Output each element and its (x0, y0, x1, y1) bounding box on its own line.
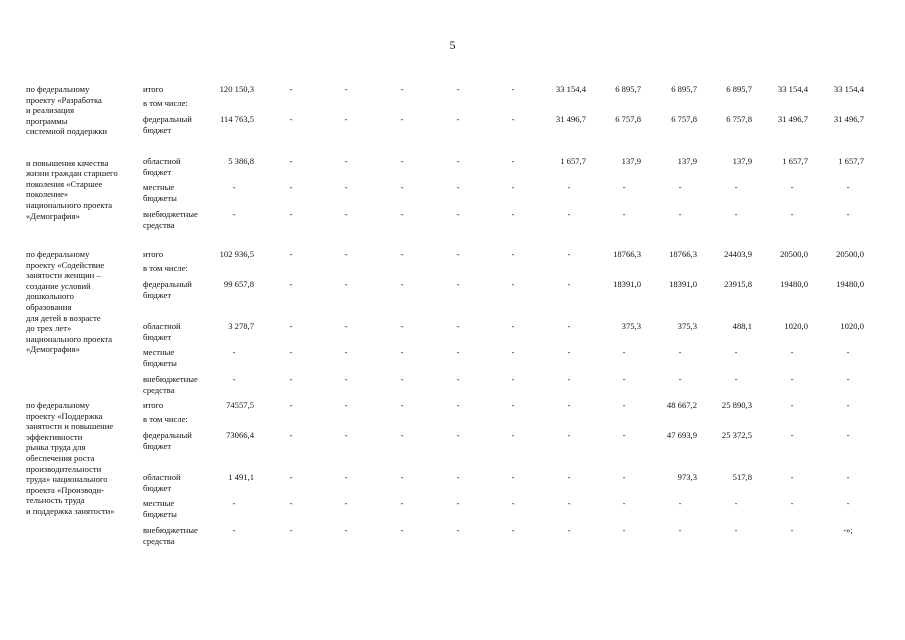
project-description-line: «Демография» (26, 210, 80, 221)
value-cell: -»; (843, 525, 853, 535)
project-description-line: по федеральному (26, 249, 90, 259)
value-cell: - (511, 209, 515, 219)
value-cell: - (289, 209, 293, 219)
value-cell: 99 657,8 (223, 279, 254, 289)
value-cell: - (567, 472, 571, 482)
funding-source-label: федеральный (143, 114, 192, 124)
value-cell: - (511, 249, 515, 259)
value-cell: 137,9 (621, 156, 641, 166)
value-cell: - (511, 182, 515, 192)
project-description-line: проекту «Разработка (26, 94, 102, 105)
value-cell: 488,1 (732, 321, 752, 331)
page-number: 5 (449, 38, 456, 52)
value-cell: 3 278,7 (228, 321, 254, 331)
value-cell: - (790, 374, 794, 384)
value-cell: 517,8 (732, 472, 752, 482)
project-description-line: занятости женщин – (26, 270, 101, 281)
value-cell: - (846, 209, 850, 219)
value-cell: - (622, 182, 626, 192)
value-cell: - (734, 525, 738, 535)
value-cell: - (567, 525, 571, 535)
value-cell: - (846, 374, 850, 384)
value-cell: 1 491,1 (228, 472, 254, 482)
value-cell: - (400, 114, 404, 124)
value-cell: - (511, 472, 515, 482)
project-description-line: по федеральному (26, 84, 90, 94)
value-cell: 114 763,5 (219, 114, 254, 124)
project-description-line: поколения «Старшее (26, 178, 103, 189)
value-cell: - (567, 430, 571, 440)
value-cell: - (678, 498, 682, 508)
value-cell: - (289, 498, 293, 508)
value-cell: - (678, 374, 682, 384)
project-description-line: проекта «Производи- (26, 484, 104, 495)
project-description-line: национального проекта (26, 333, 113, 344)
value-cell: 18391,0 (669, 279, 697, 289)
value-cell: - (289, 400, 293, 410)
value-cell: 73066,4 (226, 430, 254, 440)
value-cell: - (232, 374, 236, 384)
value-cell: - (734, 182, 738, 192)
value-cell: 137,9 (732, 156, 752, 166)
value-cell: - (790, 347, 794, 357)
value-cell: - (567, 249, 571, 259)
value-cell: 120 150,3 (219, 84, 254, 94)
value-cell: - (622, 472, 626, 482)
value-cell: 24403,9 (724, 249, 752, 259)
value-cell: - (790, 182, 794, 192)
project-description-line: по федеральному (26, 400, 90, 410)
value-cell: - (456, 525, 460, 535)
project-description-line: и реализация (26, 105, 75, 116)
value-cell: 6 757,8 (615, 114, 641, 124)
funding-source-label: внебюджетные (143, 374, 198, 384)
project-description-line: национального проекта (26, 200, 113, 210)
value-cell: - (232, 182, 236, 192)
value-cell: 973,3 (677, 472, 697, 482)
value-cell: - (400, 209, 404, 219)
value-cell: - (232, 498, 236, 508)
value-cell: - (289, 156, 293, 166)
value-cell: - (622, 209, 626, 219)
value-cell: - (344, 84, 348, 94)
value-cell: 375,3 (621, 321, 641, 331)
value-cell: - (790, 430, 794, 440)
value-cell: 25 890,3 (721, 400, 752, 410)
value-cell: - (567, 209, 571, 219)
value-cell: - (567, 321, 571, 331)
value-cell: 33 154,4 (833, 84, 864, 94)
funding-source-label: бюджет (143, 331, 172, 342)
project-description-line: и повышения качества (26, 157, 109, 168)
value-cell: - (456, 430, 460, 440)
funding-source-label: итого (143, 84, 164, 94)
value-cell: - (400, 84, 404, 94)
value-cell: - (511, 374, 515, 384)
value-cell: - (289, 525, 293, 535)
value-cell: - (567, 498, 571, 508)
value-cell: - (344, 156, 348, 166)
value-cell: - (289, 374, 293, 384)
value-cell: - (344, 498, 348, 508)
funding-source-label: федеральный (143, 430, 192, 440)
project-description-line: производительности (26, 463, 102, 474)
funding-source-label: областной (143, 156, 181, 166)
value-cell: - (344, 400, 348, 410)
value-cell: - (846, 472, 850, 482)
value-cell: - (790, 525, 794, 535)
value-cell: - (344, 182, 348, 192)
funding-source-label: в том числе: (143, 263, 188, 273)
value-cell: 1 657,7 (782, 156, 808, 166)
value-cell: - (678, 182, 682, 192)
value-cell: - (232, 525, 236, 535)
project-description-line: для детей в возрасте (26, 312, 101, 323)
value-cell: - (289, 114, 293, 124)
value-cell: - (511, 321, 515, 331)
value-cell: 1020,0 (784, 321, 808, 331)
funding-source-label: бюджет (143, 166, 172, 177)
value-cell: 375,3 (677, 321, 697, 331)
value-cell: - (567, 374, 571, 384)
value-cell: 1 657,7 (560, 156, 586, 166)
value-cell: - (289, 84, 293, 94)
project-description-line: до трех лет» (26, 323, 72, 334)
value-cell: - (622, 430, 626, 440)
value-cell: - (734, 498, 738, 508)
value-cell: - (511, 525, 515, 535)
project-description-line: образования (26, 302, 72, 312)
value-cell: - (511, 498, 515, 508)
value-cell: 48 667,2 (666, 400, 697, 410)
value-cell: - (456, 249, 460, 259)
value-cell: - (289, 182, 293, 192)
project-description-line: «Демография» (26, 344, 80, 355)
value-cell: 19480,0 (836, 279, 864, 289)
value-cell: - (456, 182, 460, 192)
value-cell: - (622, 525, 626, 535)
value-cell: 6 757,8 (671, 114, 697, 124)
funding-source-label: бюджет (143, 124, 172, 135)
value-cell: - (344, 249, 348, 259)
value-cell: - (289, 347, 293, 357)
value-cell: - (456, 347, 460, 357)
value-cell: - (344, 114, 348, 124)
value-cell: - (790, 209, 794, 219)
funding-source-label: бюджет (143, 289, 172, 300)
value-cell: 1 657,7 (838, 156, 864, 166)
value-cell: - (456, 209, 460, 219)
funding-source-label: областной (143, 321, 181, 331)
value-cell: 20500,0 (836, 249, 864, 259)
value-cell: - (289, 279, 293, 289)
value-cell: - (846, 498, 850, 508)
value-cell: - (344, 321, 348, 331)
value-cell: - (790, 472, 794, 482)
value-cell: - (289, 430, 293, 440)
project-description-line: создание условий (26, 280, 91, 291)
funding-source-label: местные (143, 347, 175, 357)
value-cell: - (400, 472, 404, 482)
value-cell: 33 154,4 (777, 84, 808, 94)
value-cell: - (344, 430, 348, 440)
value-cell: 31 496,7 (777, 114, 808, 124)
value-cell: 6 757,8 (726, 114, 752, 124)
funding-source-label: средства (143, 535, 175, 546)
project-description-line: рынка труда для (26, 442, 86, 453)
value-cell: - (344, 472, 348, 482)
value-cell: - (567, 347, 571, 357)
funding-source-label: бюджеты (143, 357, 177, 368)
value-cell: - (400, 525, 404, 535)
project-description-line: обеспечения роста (26, 453, 95, 463)
value-cell: - (678, 209, 682, 219)
project-description-line: дошкольного (26, 291, 74, 302)
value-cell: - (846, 430, 850, 440)
value-cell: - (400, 182, 404, 192)
value-cell: - (511, 347, 515, 357)
value-cell: - (344, 374, 348, 384)
funding-source-label: внебюджетные (143, 525, 198, 535)
funding-source-label: бюджет (143, 440, 172, 451)
value-cell: 31 496,7 (833, 114, 864, 124)
value-cell: - (400, 374, 404, 384)
value-cell: 18766,3 (613, 249, 641, 259)
value-cell: - (846, 182, 850, 192)
value-cell: 18391,0 (613, 279, 641, 289)
value-cell: - (790, 400, 794, 410)
value-cell: - (400, 400, 404, 410)
value-cell: 102 936,5 (219, 249, 254, 259)
value-cell: 5 386,8 (228, 156, 254, 166)
value-cell: - (400, 249, 404, 259)
value-cell: - (734, 374, 738, 384)
value-cell: 47 693,9 (666, 430, 697, 440)
value-cell: 6 895,7 (726, 84, 752, 94)
value-cell: - (344, 209, 348, 219)
value-cell: 31 496,7 (555, 114, 586, 124)
value-cell: - (567, 182, 571, 192)
project-description-line: жизни граждан старшего (26, 168, 118, 179)
funding-source-label: бюджеты (143, 192, 177, 203)
project-description-line: и поддержка занятости» (26, 506, 115, 516)
value-cell: - (511, 400, 515, 410)
value-cell: - (456, 279, 460, 289)
value-cell: - (456, 472, 460, 482)
value-cell: - (344, 347, 348, 357)
funding-source-label: бюджет (143, 482, 172, 493)
funding-source-label: бюджеты (143, 508, 177, 519)
value-cell: 6 895,7 (615, 84, 641, 94)
value-cell: - (678, 347, 682, 357)
value-cell: - (846, 347, 850, 357)
value-cell: 1020,0 (840, 321, 864, 331)
value-cell: - (511, 156, 515, 166)
value-cell: - (511, 430, 515, 440)
value-cell: - (456, 114, 460, 124)
value-cell: - (846, 400, 850, 410)
value-cell: - (511, 279, 515, 289)
funding-source-label: областной (143, 472, 181, 482)
value-cell: 137,9 (677, 156, 697, 166)
funding-source-label: местные (143, 498, 175, 508)
value-cell: - (400, 347, 404, 357)
value-cell: - (622, 498, 626, 508)
value-cell: - (456, 156, 460, 166)
value-cell: 23915,8 (724, 279, 752, 289)
value-cell: - (511, 114, 515, 124)
value-cell: - (456, 498, 460, 508)
value-cell: - (456, 84, 460, 94)
value-cell: 33 154,4 (555, 84, 586, 94)
project-description-line: труда» национального (26, 474, 108, 485)
value-cell: - (232, 347, 236, 357)
funding-source-label: в том числе: (143, 414, 188, 424)
value-cell: - (678, 525, 682, 535)
project-description-line: занятости и повышение (26, 421, 114, 432)
value-cell: - (734, 209, 738, 219)
value-cell: - (456, 321, 460, 331)
value-cell: 25 372,5 (721, 430, 752, 440)
funding-source-label: в том числе: (143, 98, 188, 108)
value-cell: - (400, 430, 404, 440)
value-cell: - (790, 498, 794, 508)
value-cell: - (400, 279, 404, 289)
value-cell: - (622, 347, 626, 357)
project-description-line: поколение» (26, 189, 69, 200)
value-cell: 19480,0 (780, 279, 808, 289)
value-cell: - (456, 400, 460, 410)
value-cell: - (622, 374, 626, 384)
value-cell: - (567, 400, 571, 410)
funding-source-label: средства (143, 219, 175, 230)
project-description-line: проекту «Поддержка (26, 410, 103, 421)
project-description-line: тельность труда (26, 495, 85, 506)
value-cell: - (456, 374, 460, 384)
value-cell: - (400, 321, 404, 331)
value-cell: 6 895,7 (671, 84, 697, 94)
funding-source-label: внебюджетные (143, 209, 198, 219)
project-description-line: программы (26, 115, 68, 126)
funding-source-label: средства (143, 384, 175, 395)
value-cell: - (511, 84, 515, 94)
value-cell: - (289, 249, 293, 259)
value-cell: - (289, 321, 293, 331)
funding-source-label: итого (143, 249, 164, 259)
value-cell: - (344, 279, 348, 289)
value-cell: - (344, 525, 348, 535)
value-cell: - (567, 279, 571, 289)
project-description-line: системной поддержки (26, 126, 108, 137)
value-cell: - (400, 156, 404, 166)
funding-source-label: местные (143, 182, 175, 192)
value-cell: - (400, 498, 404, 508)
value-cell: 18766,3 (669, 249, 697, 259)
project-description-line: эффективности (26, 431, 83, 442)
value-cell: - (232, 209, 236, 219)
value-cell: - (289, 472, 293, 482)
value-cell: - (734, 347, 738, 357)
funding-source-label: итого (143, 400, 164, 410)
funding-source-label: федеральный (143, 279, 192, 289)
value-cell: 20500,0 (780, 249, 808, 259)
value-cell: 74557,5 (226, 400, 254, 410)
value-cell: - (622, 400, 626, 410)
project-description-line: проекту «Содействие (26, 259, 105, 270)
